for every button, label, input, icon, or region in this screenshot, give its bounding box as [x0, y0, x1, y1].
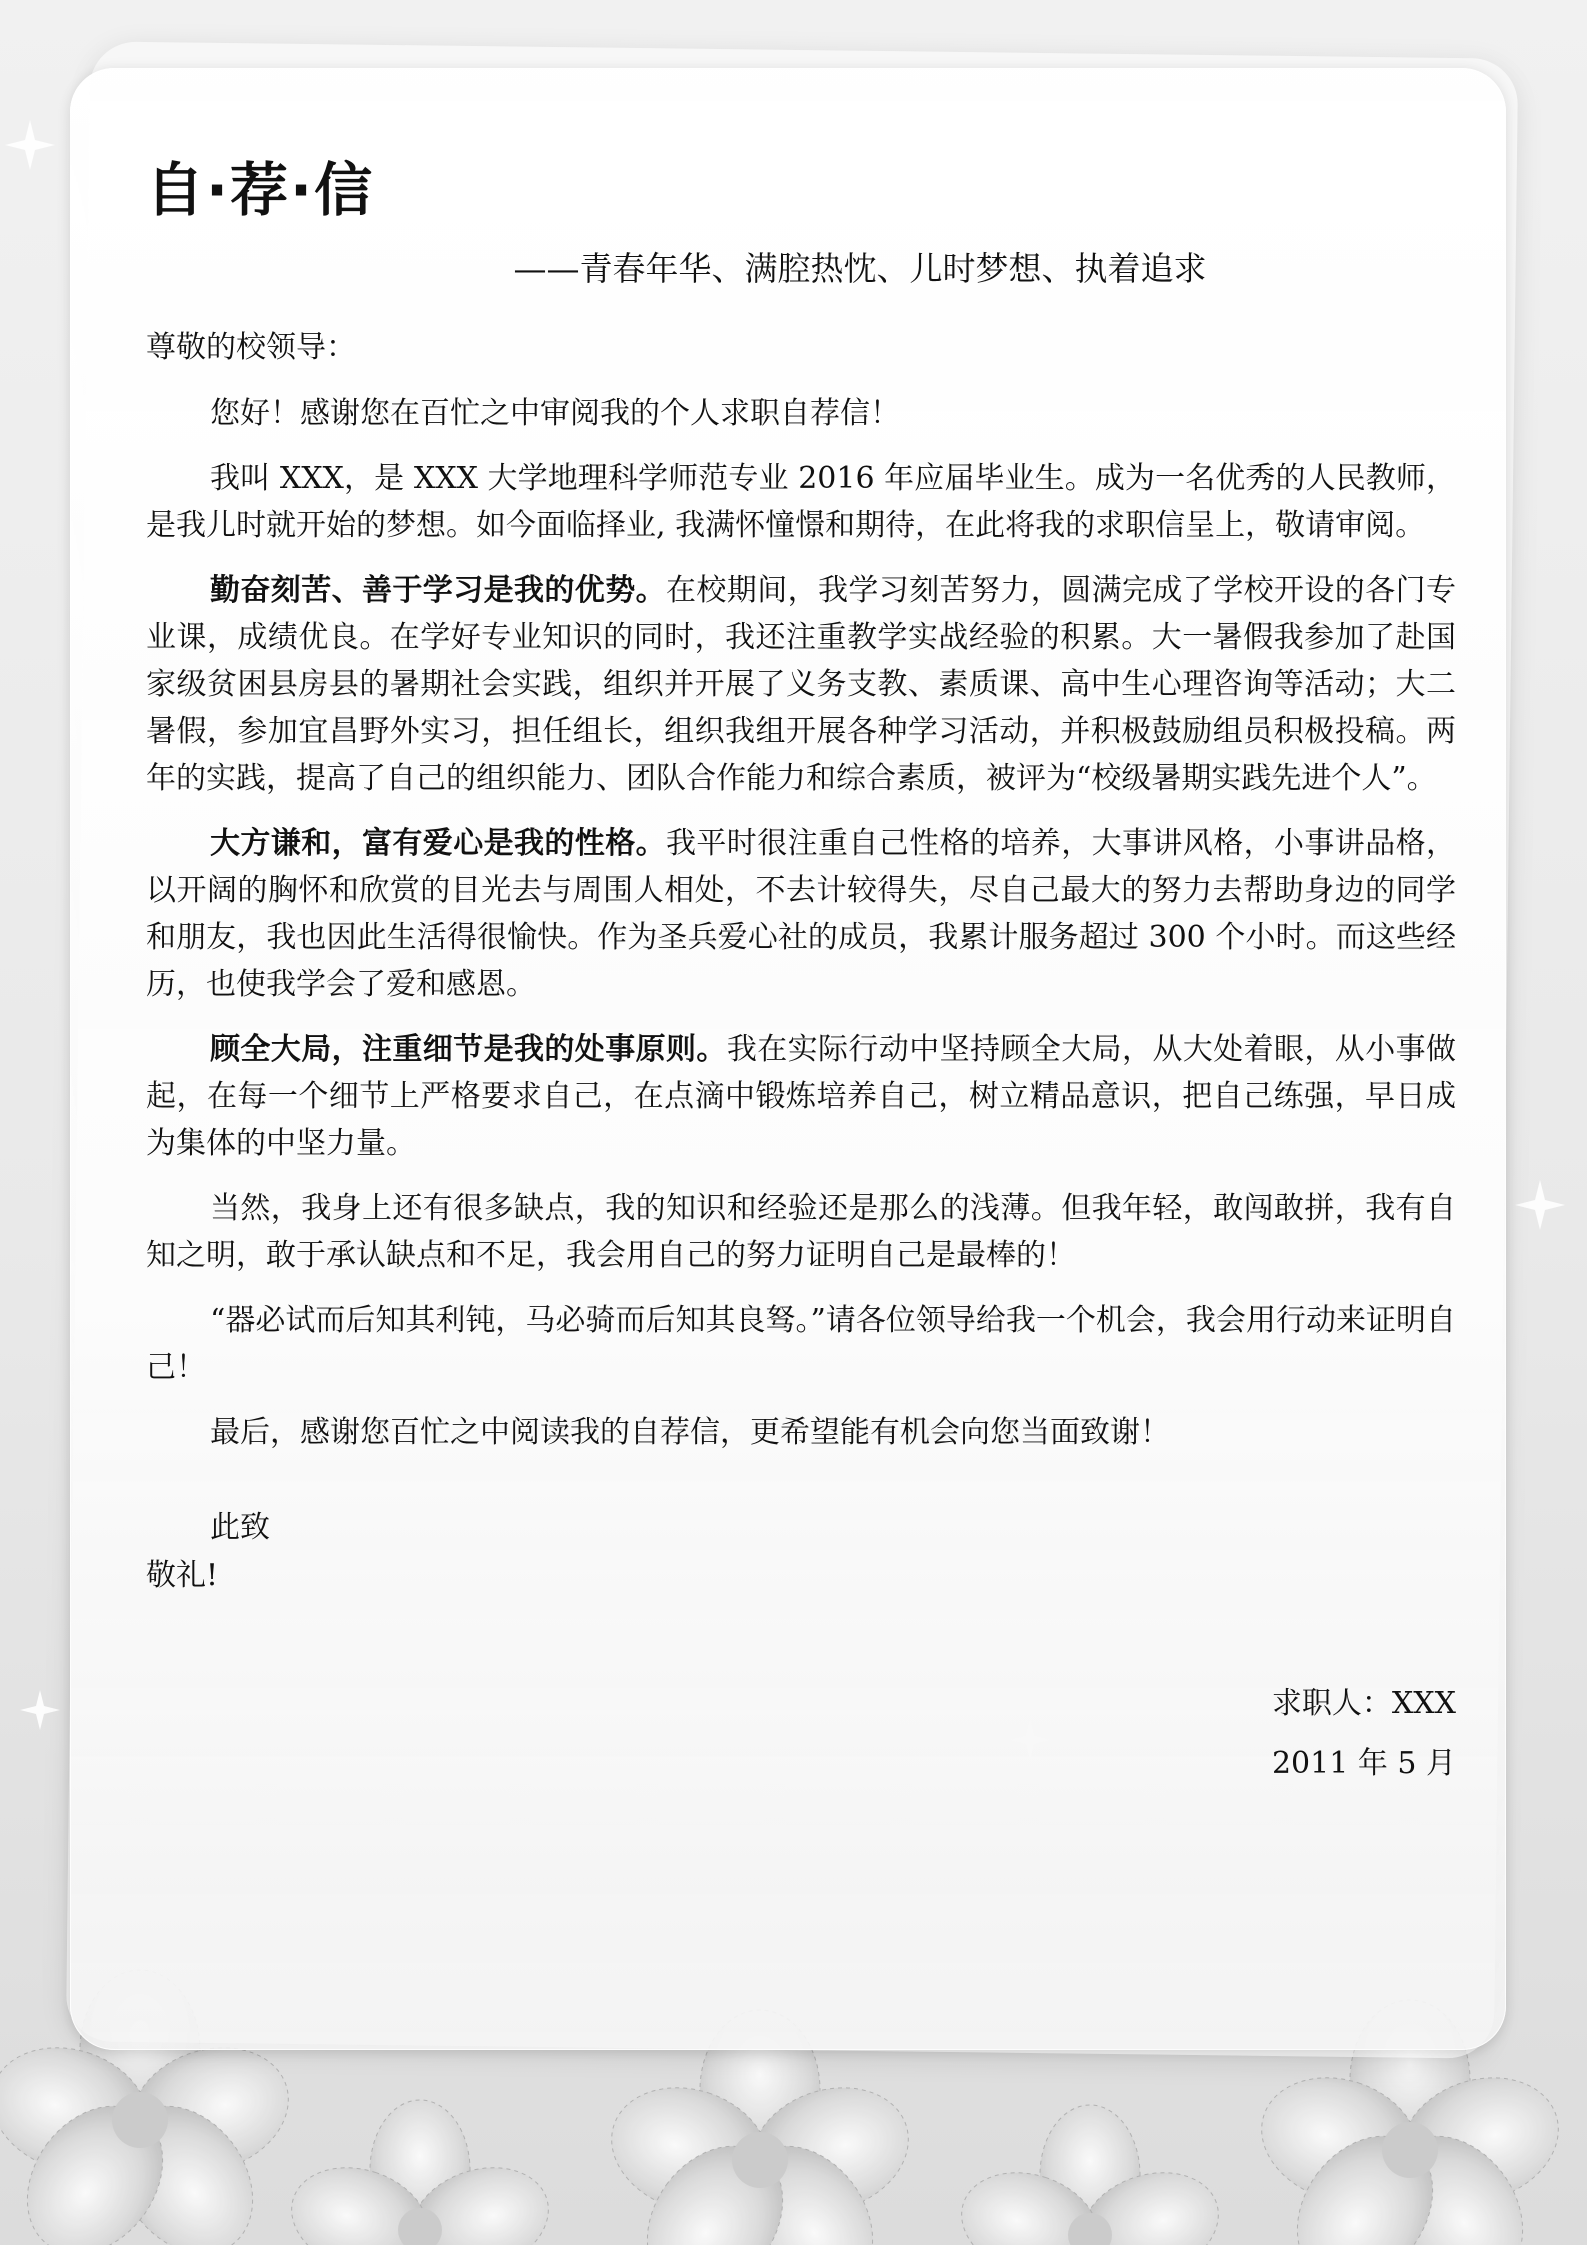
paragraph-text: 我在实际行动中坚持顾全大局，从大处着眼，从小事做起，在每一个细节上严格要求自己，在点滴中锻炼培养自己，树立精品意识，把自己练强，早日成为集体的中坚力量。 [146, 1032, 1457, 1161]
paragraph-lead: 勤奋刻苦、善于学习是我的优势。 [210, 573, 666, 608]
paragraph-text: 当然，我身上还有很多缺点，我的知识和经验还是那么的浅薄。但我年轻，敢闯敢拼，我有自知之明，敢于承认缺点和不足，我会用自己的努力证明自己是最棒的！ [146, 1191, 1456, 1273]
letter-title: 自·荐·信 [146, 156, 375, 224]
letter-subtitle: ——青春年华、满腔热忱、儿时梦想、执着追求 [513, 249, 1207, 288]
paragraph-text: 您好！感谢您在百忙之中审阅我的个人求职自荐信！ [210, 396, 900, 431]
closing-regards: 敬礼! [146, 1558, 219, 1593]
letter-date: 2011 年 5 月 [1271, 1746, 1456, 1781]
paragraph-2 [146, 455, 1456, 549]
paragraph-lead: 顾全大局，注重细节是我的处事原则。 [210, 1032, 727, 1067]
paragraph-5 [146, 1026, 1456, 1167]
closing-salutation: 此致 [210, 1510, 270, 1545]
signature: 求职人：XXX [1271, 1686, 1456, 1721]
letter-content [146, 150, 1456, 1788]
paragraph-1 [146, 390, 1456, 437]
paragraph-6 [146, 1185, 1456, 1279]
paragraph-3 [146, 567, 1456, 802]
letter-greeting: 尊敬的校领导： [146, 330, 356, 365]
paragraph-text: 我平时很注重自己性格的培养，大事讲风格，小事讲品格，以开阔的胸怀和欣赏的目光去与周围人相处，不去计较得失，尽自己最大的努力去帮助身边的同学和朋友，我也因此生活得很愉快。作为圣兵爱心社的成员，我累计服务超过 300 个小时。而这些经历，也使我学会了爱和感恩。 [146, 826, 1456, 1002]
paragraph-text: 我叫 XXX，是 XXX 大学地理科学师范专业 2016 年应届毕业生。成为一名优秀的人民教师，是我儿时就开始的梦想。如今面临择业, 我满怀憧憬和期待，在此将我的求职信呈上，敬请审阅。 [146, 461, 1456, 543]
paragraph-text: 在校期间，我学习刻苦努力，圆满完成了学校开设的各门专业课，成绩优良。在学好专业知识的同时，我还注重教学实战经验的积累。大一暑假我参加了赴国家级贫困县房县的暑期社会实践，组织并开展了义务支教、素质课、高中生心理咨询等活动；大二暑假，参加宜昌野外实习，担任组长，组织我组开展各种学习活动，并积极鼓励组员积极投稿。两年的实践，提高了自己的组织能力、团队合作能力和综合素质，被评为“校级暑期实践先进个人”。 [146, 573, 1456, 796]
paragraph-7 [146, 1297, 1456, 1391]
paragraph-8 [146, 1409, 1456, 1456]
paragraph-4 [146, 820, 1456, 1008]
paragraph-text: 最后，感谢您百忙之中阅读我的自荐信，更希望能有机会向您当面致谢！ [210, 1415, 1170, 1450]
paragraph-lead: 大方谦和，富有爱心是我的性格。 [210, 826, 666, 861]
paragraph-text: “器必试而后知其利钝，马必骑而后知其良驽。”请各位领导给我一个机会，我会用行动来证明自己！ [146, 1303, 1456, 1385]
